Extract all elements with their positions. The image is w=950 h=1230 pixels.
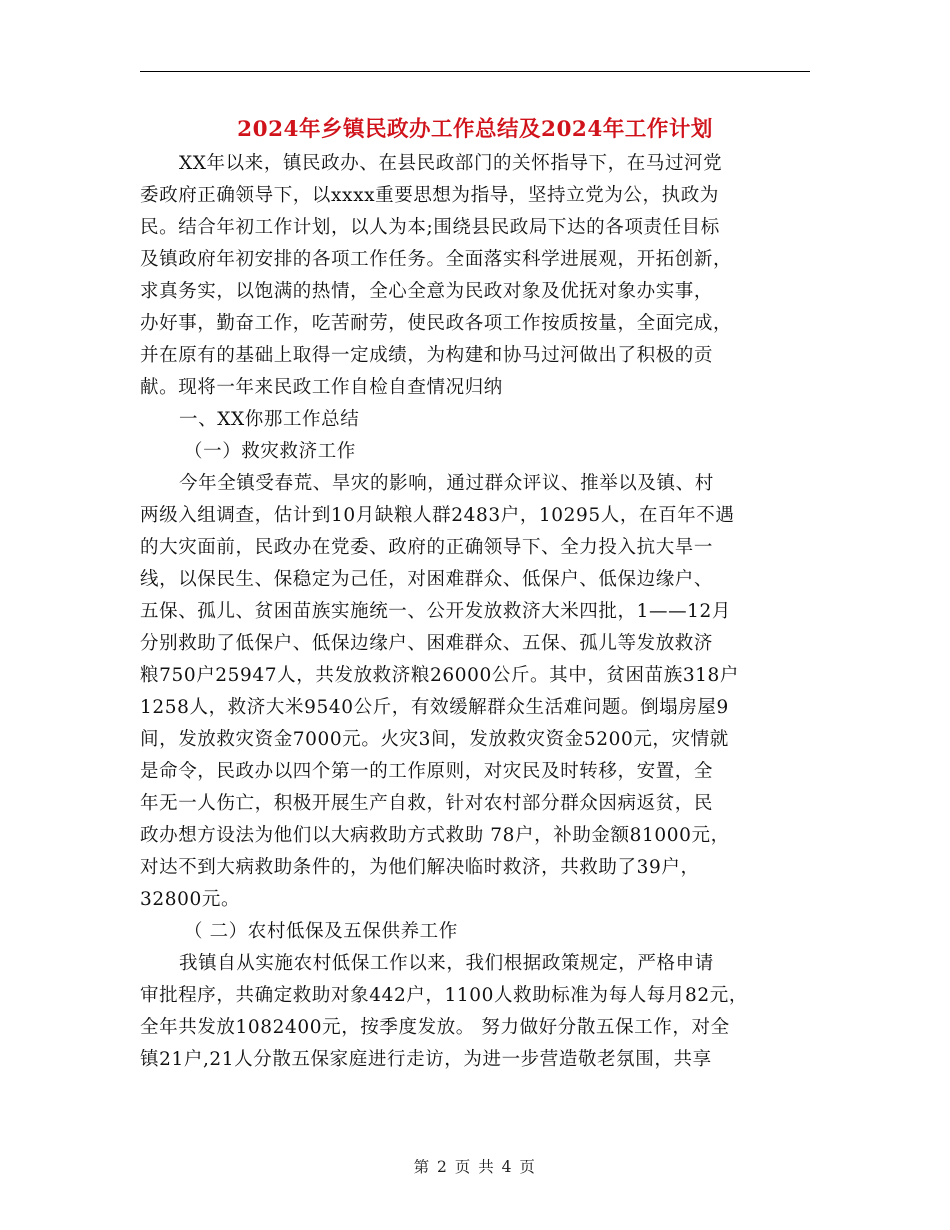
body-line: 两级入组调查，估计到10月缺粮人群2483户，10295人，在百年不遇 xyxy=(140,505,735,526)
body-line: 间，发放救灾资金7000元。火灾3间，发放救灾资金5200元，灾情就 xyxy=(140,729,729,750)
page-number: 第 2 页 共 4 页 xyxy=(413,1158,537,1176)
body-line: 献。现将一年来民政工作自检自查情况归纳 xyxy=(140,377,503,398)
body-line: 委政府正确领导下，以xxxx重要思想为指导，坚持立党为公，执政为 xyxy=(140,185,719,206)
body-line: 粮750户25947人，共发放救济粮26000公斤。其中，贫困苗族318户 xyxy=(140,665,740,686)
body-line: 审批程序，共确定救助对象442户，1100人救助标准为每人每月82元， xyxy=(140,985,748,1006)
body-line: 办好事，勤奋工作，吃苦耐劳，使民政各项工作按质按量，全面完成， xyxy=(140,313,733,334)
section-heading: 一、XX你那工作总结 xyxy=(179,409,360,430)
subsection-heading: （ 二）农村低保及五保供养工作 xyxy=(184,921,458,942)
body-line: 政办想方设法为他们以大病救助方式救助 78户，补助金额81000元， xyxy=(140,825,730,846)
document-title: 2024年乡镇民政办工作总结及2024年工作计划 xyxy=(237,117,713,142)
body-line: 的大灾面前，民政办在党委、政府的正确领导下、全力投入抗大旱一 xyxy=(140,537,714,558)
header-rule xyxy=(140,71,810,72)
body-line: XX年以来，镇民政办、在县民政部门的关怀指导下，在马过河党 xyxy=(179,153,723,174)
body-line: 我镇自从实施农村低保工作以来，我们根据政策规定，严格申请 xyxy=(179,953,714,974)
body-line: 及镇政府年初安排的各项工作任务。全面落实科学进展观，开拓创新， xyxy=(140,249,733,270)
subsection-heading: （一）救灾救济工作 xyxy=(184,441,356,462)
body-line: 民。结合年初工作计划，以人为本;围绕县民政局下达的各项责任目标 xyxy=(140,217,720,238)
body-line: 是命令，民政办以四个第一的工作原则，对灾民及时转移，安置，全 xyxy=(140,761,714,782)
body-line: 全年共发放1082400元，按季度发放。 努力做好分散五保工作，对全 xyxy=(140,1017,730,1038)
body-line: 镇21户,21人分散五保家庭进行走访，为进一步营造敬老氛围，共享 xyxy=(140,1049,712,1070)
body-line: 求真务实，以饱满的热情，全心全意为民政对象及优抚对象办实事， xyxy=(140,281,714,302)
body-line: 32800元。 xyxy=(140,889,241,910)
body-line: 线，以保民生、保稳定为己任，对困难群众、低保户、低保边缘户、 xyxy=(140,569,714,590)
body-line: 今年全镇受春荒、旱灾的影响，通过群众评议、推举以及镇、村 xyxy=(179,473,714,494)
body-line: 年无一人伤亡，积极开展生产自救，针对农村部分群众因病返贫，民 xyxy=(140,793,714,814)
body-line: 对达不到大病救助条件的，为他们解决临时救济，共救助了39户， xyxy=(140,857,700,878)
body-line: 1258人，救济大米9540公斤，有效缓解群众生活难问题。倒塌房屋9 xyxy=(140,697,729,718)
body-line: 五保、孤儿、贫困苗族实施统一、公开发放救济大米四批，1——12月 xyxy=(140,601,732,622)
body-line: 并在原有的基础上取得一定成绩，为构建和协马过河做出了积极的贡 xyxy=(140,345,714,366)
document-body xyxy=(140,148,812,1076)
body-line: 分别救助了低保户、低保边缘户、困难群众、五保、孤儿等发放救济 xyxy=(140,633,714,654)
